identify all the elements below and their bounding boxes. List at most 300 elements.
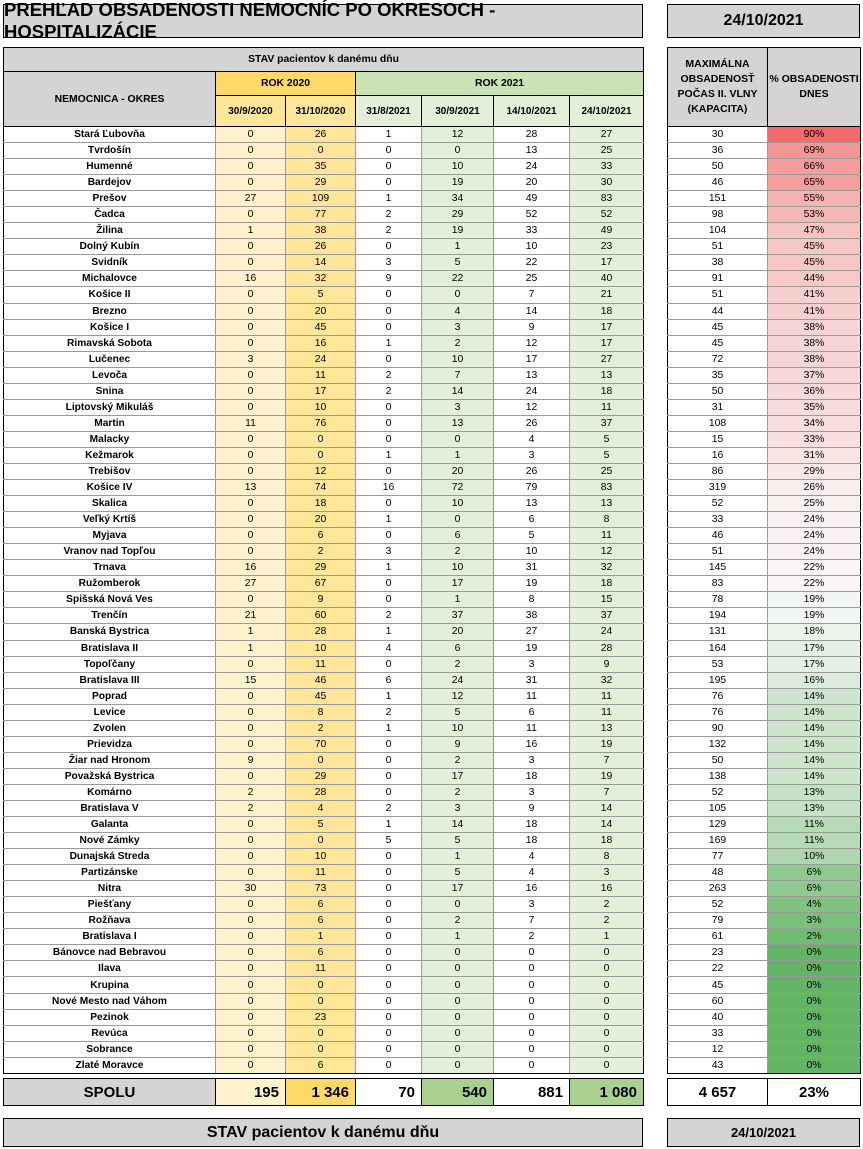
patient-count: 8 bbox=[494, 592, 570, 608]
table-row bbox=[668, 720, 861, 736]
capacity-value: 77 bbox=[668, 849, 768, 865]
patient-count: 0 bbox=[570, 1025, 644, 1041]
patient-count: 0 bbox=[356, 496, 422, 512]
patient-count: 5 bbox=[422, 865, 494, 881]
table-row bbox=[668, 351, 861, 367]
table-row bbox=[668, 159, 861, 175]
district-name: Kežmarok bbox=[4, 447, 216, 463]
table-row bbox=[668, 223, 861, 239]
district-name: Bratislava I bbox=[4, 929, 216, 945]
patient-count: 23 bbox=[570, 239, 644, 255]
patient-count: 3 bbox=[494, 752, 570, 768]
patient-count: 0 bbox=[356, 592, 422, 608]
table-row bbox=[4, 335, 644, 351]
patient-count: 28 bbox=[286, 624, 356, 640]
patient-count: 0 bbox=[570, 993, 644, 1009]
table-row bbox=[4, 399, 644, 415]
patient-count: 83 bbox=[570, 480, 644, 496]
patient-count: 0 bbox=[286, 143, 356, 159]
patient-count: 15 bbox=[570, 592, 644, 608]
patient-count: 4 bbox=[286, 800, 356, 816]
patient-count: 1 bbox=[216, 223, 286, 239]
patient-count: 9 bbox=[494, 319, 570, 335]
district-name: Levice bbox=[4, 704, 216, 720]
table-row bbox=[668, 512, 861, 528]
occupancy-pct: 69% bbox=[768, 143, 861, 159]
table-row bbox=[668, 833, 861, 849]
total-value: 70 bbox=[356, 1079, 422, 1106]
table-row bbox=[668, 640, 861, 656]
capacity-value: 50 bbox=[668, 159, 768, 175]
occupancy-pct: 0% bbox=[768, 961, 861, 977]
total-capacity-row bbox=[667, 1078, 861, 1106]
patient-count: 2 bbox=[356, 223, 422, 239]
occupancy-pct: 6% bbox=[768, 881, 861, 897]
patient-count: 17 bbox=[570, 335, 644, 351]
patient-count: 60 bbox=[286, 608, 356, 624]
patient-count: 5 bbox=[286, 817, 356, 833]
patient-count: 19 bbox=[494, 640, 570, 656]
patient-count: 9 bbox=[422, 736, 494, 752]
patient-count: 19 bbox=[570, 736, 644, 752]
patient-count: 0 bbox=[422, 431, 494, 447]
patient-count: 1 bbox=[422, 849, 494, 865]
table-row bbox=[668, 447, 861, 463]
patient-count: 0 bbox=[216, 993, 286, 1009]
patient-count: 0 bbox=[422, 512, 494, 528]
patient-count: 5 bbox=[422, 255, 494, 271]
patient-count: 38 bbox=[286, 223, 356, 239]
patient-count: 2 bbox=[356, 704, 422, 720]
patient-count: 2 bbox=[356, 800, 422, 816]
rok-2021-header: ROK 2021 bbox=[356, 72, 644, 96]
patient-count: 1 bbox=[356, 688, 422, 704]
table-row bbox=[4, 833, 644, 849]
occupancy-pct: 13% bbox=[768, 784, 861, 800]
table-row bbox=[668, 255, 861, 271]
patient-count: 26 bbox=[494, 463, 570, 479]
patient-count: 0 bbox=[216, 319, 286, 335]
patient-count: 12 bbox=[494, 335, 570, 351]
patient-count: 28 bbox=[494, 127, 570, 143]
patient-count: 0 bbox=[422, 287, 494, 303]
patient-count: 2 bbox=[422, 784, 494, 800]
table-row bbox=[668, 191, 861, 207]
table-row bbox=[668, 736, 861, 752]
patient-count: 0 bbox=[216, 447, 286, 463]
patient-count: 0 bbox=[216, 961, 286, 977]
patient-count: 2 bbox=[422, 544, 494, 560]
patient-count: 16 bbox=[216, 271, 286, 287]
occupancy-pct: 29% bbox=[768, 463, 861, 479]
table-row bbox=[4, 800, 644, 816]
capacity-value: 263 bbox=[668, 881, 768, 897]
patient-count: 14 bbox=[422, 817, 494, 833]
capacity-value: 86 bbox=[668, 463, 768, 479]
occupancy-pct: 11% bbox=[768, 833, 861, 849]
patient-count: 14 bbox=[286, 255, 356, 271]
patient-count: 0 bbox=[216, 768, 286, 784]
patient-count: 52 bbox=[494, 207, 570, 223]
capacity-value: 53 bbox=[668, 656, 768, 672]
district-name: Sobrance bbox=[4, 1041, 216, 1057]
occupancy-pct: 41% bbox=[768, 287, 861, 303]
capacity-value: 46 bbox=[668, 175, 768, 191]
capacity-value: 145 bbox=[668, 560, 768, 576]
occupancy-pct: 31% bbox=[768, 447, 861, 463]
table-row bbox=[4, 271, 644, 287]
patient-count: 37 bbox=[570, 608, 644, 624]
capacity-value: 38 bbox=[668, 255, 768, 271]
patient-count: 20 bbox=[422, 463, 494, 479]
patient-count: 14 bbox=[422, 383, 494, 399]
patient-count: 0 bbox=[356, 881, 422, 897]
district-name: Rožňava bbox=[4, 913, 216, 929]
patient-count: 5 bbox=[570, 431, 644, 447]
district-name: Spišská Nová Ves bbox=[4, 592, 216, 608]
capacity-value: 151 bbox=[668, 191, 768, 207]
table-row bbox=[4, 736, 644, 752]
table-row bbox=[4, 207, 644, 223]
date-header: 14/10/2021 bbox=[494, 96, 570, 127]
table-row bbox=[4, 480, 644, 496]
district-name: Myjava bbox=[4, 528, 216, 544]
patient-count: 2 bbox=[216, 784, 286, 800]
district-name: Brezno bbox=[4, 303, 216, 319]
capacity-value: 33 bbox=[668, 1025, 768, 1041]
district-name: Malacky bbox=[4, 431, 216, 447]
table-row bbox=[4, 592, 644, 608]
capacity-value: 138 bbox=[668, 768, 768, 784]
patient-count: 11 bbox=[286, 865, 356, 881]
occupancy-pct: 16% bbox=[768, 672, 861, 688]
table-row bbox=[668, 576, 861, 592]
table-row bbox=[668, 768, 861, 784]
patient-count: 1 bbox=[356, 127, 422, 143]
patient-count: 0 bbox=[216, 127, 286, 143]
patient-count: 8 bbox=[570, 512, 644, 528]
table-row bbox=[4, 528, 644, 544]
patient-count: 15 bbox=[216, 672, 286, 688]
district-name: Trenčín bbox=[4, 608, 216, 624]
capacity-value: 61 bbox=[668, 929, 768, 945]
table-row bbox=[668, 1025, 861, 1041]
district-name: Bardejov bbox=[4, 175, 216, 191]
capacity-value: 31 bbox=[668, 399, 768, 415]
capacity-value: 98 bbox=[668, 207, 768, 223]
table-row bbox=[668, 881, 861, 897]
district-name: Dunajská Streda bbox=[4, 849, 216, 865]
patient-count: 9 bbox=[216, 752, 286, 768]
patient-count: 1 bbox=[356, 624, 422, 640]
patient-count: 0 bbox=[356, 656, 422, 672]
patient-count: 25 bbox=[570, 143, 644, 159]
occupancy-pct: 26% bbox=[768, 480, 861, 496]
patient-count: 18 bbox=[570, 303, 644, 319]
table-row bbox=[4, 817, 644, 833]
patient-count: 16 bbox=[216, 560, 286, 576]
table-row bbox=[4, 463, 644, 479]
patient-count: 0 bbox=[422, 897, 494, 913]
patient-count: 17 bbox=[570, 255, 644, 271]
patient-count: 0 bbox=[422, 1025, 494, 1041]
capacity-value: 52 bbox=[668, 897, 768, 913]
table-row bbox=[4, 175, 644, 191]
patient-count: 0 bbox=[216, 431, 286, 447]
occupancy-pct: 37% bbox=[768, 367, 861, 383]
patient-count: 0 bbox=[216, 544, 286, 560]
patient-count: 7 bbox=[570, 784, 644, 800]
patient-count: 2 bbox=[422, 656, 494, 672]
patient-count: 3 bbox=[494, 656, 570, 672]
table-row bbox=[4, 752, 644, 768]
patient-count: 0 bbox=[356, 865, 422, 881]
table-row bbox=[668, 127, 861, 143]
patient-count: 2 bbox=[422, 335, 494, 351]
patient-count: 11 bbox=[494, 720, 570, 736]
table-row bbox=[668, 624, 861, 640]
patient-count: 24 bbox=[570, 624, 644, 640]
patient-count: 0 bbox=[286, 977, 356, 993]
patient-count: 3 bbox=[494, 897, 570, 913]
patient-count: 0 bbox=[494, 1009, 570, 1025]
patient-count: 1 bbox=[356, 447, 422, 463]
capacity-value: 16 bbox=[668, 447, 768, 463]
patient-count: 0 bbox=[356, 961, 422, 977]
capacity-value: 45 bbox=[668, 977, 768, 993]
patient-count: 31 bbox=[494, 672, 570, 688]
patient-count: 0 bbox=[216, 528, 286, 544]
total-pct: 23% bbox=[768, 1079, 861, 1106]
patient-count: 0 bbox=[570, 945, 644, 961]
patient-count: 67 bbox=[286, 576, 356, 592]
table-row bbox=[4, 191, 644, 207]
table-row bbox=[668, 431, 861, 447]
table-row bbox=[668, 993, 861, 1009]
occupancy-pct: 24% bbox=[768, 512, 861, 528]
patient-count: 0 bbox=[216, 239, 286, 255]
patient-count: 0 bbox=[356, 287, 422, 303]
date-header: 30/9/2020 bbox=[216, 96, 286, 127]
patient-count: 32 bbox=[570, 560, 644, 576]
patient-count: 18 bbox=[494, 768, 570, 784]
patient-count: 4 bbox=[494, 849, 570, 865]
patient-count: 0 bbox=[216, 720, 286, 736]
occupancy-table bbox=[3, 47, 644, 1074]
occupancy-pct: 0% bbox=[768, 945, 861, 961]
district-name: Partizánske bbox=[4, 865, 216, 881]
table-row bbox=[668, 1041, 861, 1057]
capacity-value: 83 bbox=[668, 576, 768, 592]
stav-header: STAV pacientov k danému dňu bbox=[4, 48, 644, 72]
patient-count: 3 bbox=[216, 351, 286, 367]
patient-count: 8 bbox=[570, 849, 644, 865]
patient-count: 79 bbox=[494, 480, 570, 496]
patient-count: 11 bbox=[570, 399, 644, 415]
district-name: Michalovce bbox=[4, 271, 216, 287]
patient-count: 23 bbox=[286, 1009, 356, 1025]
occupancy-pct: 38% bbox=[768, 335, 861, 351]
patient-count: 2 bbox=[356, 383, 422, 399]
patient-count: 16 bbox=[286, 335, 356, 351]
table-row bbox=[668, 704, 861, 720]
patient-count: 49 bbox=[570, 223, 644, 239]
table-row bbox=[4, 255, 644, 271]
occupancy-pct: 4% bbox=[768, 897, 861, 913]
table-row bbox=[4, 993, 644, 1009]
table-row bbox=[4, 961, 644, 977]
patient-count: 0 bbox=[356, 431, 422, 447]
table-row bbox=[4, 640, 644, 656]
patient-count: 18 bbox=[494, 833, 570, 849]
patient-count: 4 bbox=[422, 303, 494, 319]
occupancy-pct: 14% bbox=[768, 768, 861, 784]
pct-occupancy-header: % OBSADENOSTI DNES bbox=[768, 48, 861, 127]
patient-count: 29 bbox=[286, 175, 356, 191]
district-name: Košice I bbox=[4, 319, 216, 335]
patient-count: 13 bbox=[570, 720, 644, 736]
patient-count: 27 bbox=[570, 127, 644, 143]
capacity-value: 129 bbox=[668, 817, 768, 833]
patient-count: 0 bbox=[216, 175, 286, 191]
capacity-value: 132 bbox=[668, 736, 768, 752]
district-name: Snina bbox=[4, 383, 216, 399]
capacity-value: 44 bbox=[668, 303, 768, 319]
patient-count: 0 bbox=[216, 159, 286, 175]
patient-count: 31 bbox=[494, 560, 570, 576]
patient-count: 1 bbox=[422, 447, 494, 463]
patient-count: 12 bbox=[422, 127, 494, 143]
table-row bbox=[668, 977, 861, 993]
patient-count: 0 bbox=[494, 1025, 570, 1041]
patient-count: 0 bbox=[356, 1009, 422, 1025]
patient-count: 0 bbox=[356, 913, 422, 929]
patient-count: 11 bbox=[286, 367, 356, 383]
table-row bbox=[4, 768, 644, 784]
patient-count: 3 bbox=[356, 255, 422, 271]
table-row bbox=[668, 656, 861, 672]
table-row bbox=[668, 480, 861, 496]
patient-count: 6 bbox=[286, 528, 356, 544]
date-header: 31/8/2021 bbox=[356, 96, 422, 127]
district-name: Skalica bbox=[4, 496, 216, 512]
occupancy-pct: 18% bbox=[768, 624, 861, 640]
patient-count: 0 bbox=[570, 961, 644, 977]
patient-count: 21 bbox=[216, 608, 286, 624]
occupancy-pct: 38% bbox=[768, 351, 861, 367]
patient-count: 3 bbox=[422, 319, 494, 335]
patient-count: 24 bbox=[422, 672, 494, 688]
patient-count: 1 bbox=[356, 560, 422, 576]
patient-count: 0 bbox=[494, 977, 570, 993]
patient-count: 1 bbox=[286, 929, 356, 945]
capacity-value: 30 bbox=[668, 127, 768, 143]
table-row bbox=[4, 1057, 644, 1073]
patient-count: 0 bbox=[356, 977, 422, 993]
patient-count: 0 bbox=[216, 287, 286, 303]
patient-count: 29 bbox=[286, 560, 356, 576]
date-header: 24/10/2021 bbox=[570, 96, 644, 127]
total-value: 195 bbox=[216, 1079, 286, 1106]
table-row bbox=[4, 720, 644, 736]
occupancy-pct: 3% bbox=[768, 913, 861, 929]
patient-count: 0 bbox=[494, 1041, 570, 1057]
patient-count: 7 bbox=[494, 913, 570, 929]
table-row bbox=[4, 544, 644, 560]
patient-count: 29 bbox=[422, 207, 494, 223]
district-name: Revúca bbox=[4, 1025, 216, 1041]
patient-count: 10 bbox=[286, 399, 356, 415]
capacity-value: 35 bbox=[668, 367, 768, 383]
capacity-value: 23 bbox=[668, 945, 768, 961]
total-value: 540 bbox=[422, 1079, 494, 1106]
patient-count: 28 bbox=[286, 784, 356, 800]
capacity-value: 104 bbox=[668, 223, 768, 239]
patient-count: 0 bbox=[356, 351, 422, 367]
patient-count: 10 bbox=[422, 720, 494, 736]
patient-count: 26 bbox=[286, 127, 356, 143]
table-row bbox=[4, 415, 644, 431]
occupancy-pct: 14% bbox=[768, 720, 861, 736]
patient-count: 0 bbox=[286, 431, 356, 447]
patient-count: 2 bbox=[356, 608, 422, 624]
occupancy-pct: 14% bbox=[768, 736, 861, 752]
patient-count: 0 bbox=[216, 1025, 286, 1041]
table-row bbox=[668, 897, 861, 913]
patient-count: 37 bbox=[422, 608, 494, 624]
capacity-value: 50 bbox=[668, 752, 768, 768]
patient-count: 0 bbox=[356, 897, 422, 913]
patient-count: 0 bbox=[216, 143, 286, 159]
patient-count: 0 bbox=[286, 993, 356, 1009]
table-row bbox=[4, 287, 644, 303]
table-row bbox=[668, 367, 861, 383]
patient-count: 6 bbox=[356, 672, 422, 688]
patient-count: 0 bbox=[216, 496, 286, 512]
patient-count: 77 bbox=[286, 207, 356, 223]
patient-count: 10 bbox=[422, 351, 494, 367]
patient-count: 73 bbox=[286, 881, 356, 897]
patient-count: 0 bbox=[356, 303, 422, 319]
footer-date: 24/10/2021 bbox=[667, 1118, 860, 1147]
patient-count: 27 bbox=[570, 351, 644, 367]
patient-count: 0 bbox=[216, 399, 286, 415]
patient-count: 0 bbox=[216, 945, 286, 961]
total-value: 1 080 bbox=[570, 1079, 644, 1106]
patient-count: 0 bbox=[356, 239, 422, 255]
patient-count: 18 bbox=[570, 576, 644, 592]
occupancy-pct: 41% bbox=[768, 303, 861, 319]
patient-count: 1 bbox=[422, 239, 494, 255]
patient-count: 0 bbox=[422, 993, 494, 1009]
patient-count: 0 bbox=[356, 945, 422, 961]
occupancy-pct: 25% bbox=[768, 496, 861, 512]
patient-count: 20 bbox=[286, 303, 356, 319]
patient-count: 0 bbox=[356, 399, 422, 415]
patient-count: 0 bbox=[216, 1041, 286, 1057]
capacity-value: 43 bbox=[668, 1057, 768, 1073]
patient-count: 0 bbox=[570, 1009, 644, 1025]
patient-count: 0 bbox=[216, 367, 286, 383]
total-capacity: 4 657 bbox=[668, 1079, 768, 1106]
patient-count: 0 bbox=[216, 463, 286, 479]
patient-count: 27 bbox=[494, 624, 570, 640]
capacity-value: 22 bbox=[668, 961, 768, 977]
patient-count: 7 bbox=[422, 367, 494, 383]
district-name: Trebišov bbox=[4, 463, 216, 479]
table-row bbox=[668, 319, 861, 335]
patient-count: 6 bbox=[286, 913, 356, 929]
